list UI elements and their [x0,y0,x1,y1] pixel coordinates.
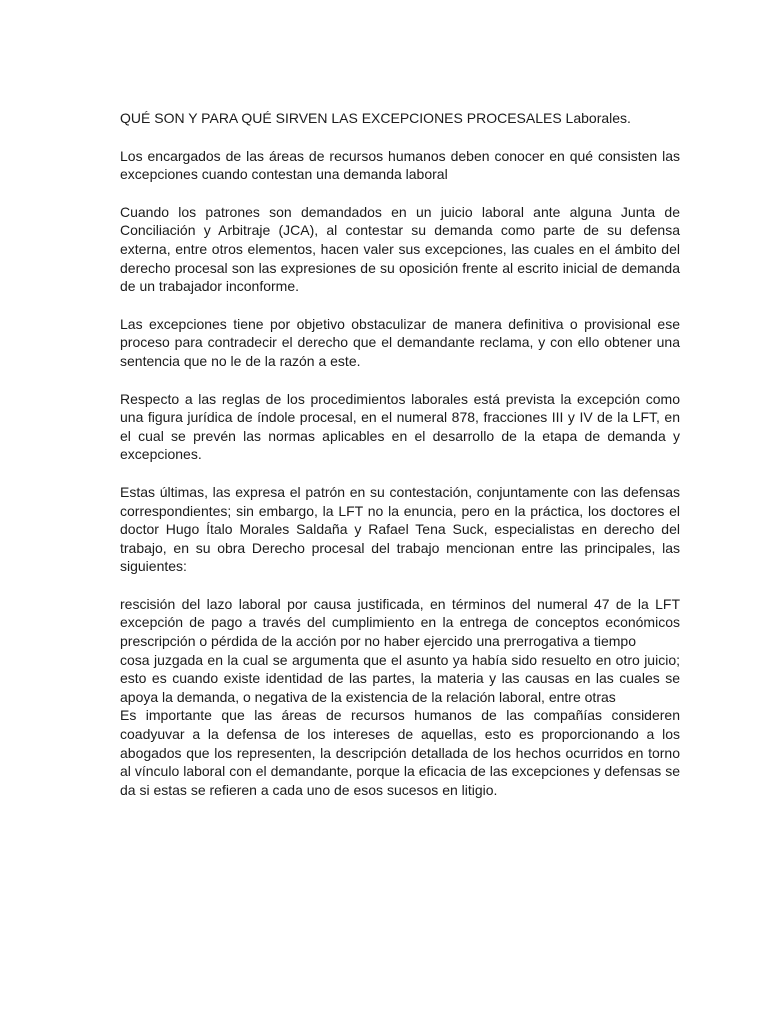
document-title: QUÉ SON Y PARA QUÉ SIRVEN LAS EXCEPCIONES PROCESALES Laborales. [120,110,631,126]
paragraph-reglas: Respecto a las reglas de los procedimientos laborales está prevista la excepción como una figura jurídica de índole procesal, en el numeral 878, fracciones III y IV de la LFT, en el cual se prevén las normas aplicables en el desarrollo de la etapa de demanda y excepciones. [120,390,680,463]
paragraph-cosa-juzgada: cosa juzgada en la cual se argumenta que el asunto ya había sido resuelto en otro juicio; esto es cuando existe identidad de las partes, la materia y las causas en las cuales se apoya la demanda, o negativa de la existencia de la relación laboral, entre otras [120,651,680,705]
paragraph-estas-ultimas: Estas últimas, las expresa el patrón en su contestación, conjuntamente con las defensas correspondientes; sin embargo, la LFT no la enuncia, pero en la práctica, los doctores el doctor Hugo Ítalo Morales Saldaña y Rafael Tena Suck, especialistas en derecho del trabajo, en su obra Derecho procesal del trabajo mencionan entre las principales, las siguientes: [120,483,680,575]
paragraph-intro: Los encargados de las áreas de recursos humanos deben conocer en qué consisten las excepciones cuando contestan una demanda laboral [120,147,680,183]
paragraph-importante: Es importante que las áreas de recursos humanos de las compañías consideren coadyuvar a la defensa de los intereses de aquellas, esto es proporcionando a los abogados que los representen, la descripción detallada de los hechos ocurridos en torno al vínculo laboral con el demandante, porque la eficacia de las excepciones y defensas se da si estas se refieren a cada uno de esos sucesos en litigio. [120,707,680,798]
paragraph-objetivo: Las excepciones tiene por objetivo obstaculizar de manera definitiva o provisional ese proceso para contradecir el derecho que el demandante reclama, y con ello obtener una sentencia que no le de la razón a este. [120,315,680,369]
paragraph-patrones: Cuando los patrones son demandados en un juicio laboral ante alguna Junta de Conciliación y Arbitraje (JCA), al contestar su demanda como parte de su defensa externa, entre otros elementos, hacen valer sus excepciones, las cuales en el ámbito del derecho procesal son las expresiones de su oposición frente al escrito inicial de demanda de un trabajador inconforme. [120,203,680,295]
paragraph-rescision: rescisión del lazo laboral por causa justificada, en términos del numeral 47 de la LFT excepción de pago a través del cumplimiento en la entrega de conceptos económicos prescripción o pérdida de la acción por no haber ejercido una prerrogativa a tiempo [120,595,680,650]
document-body [120,109,680,799]
